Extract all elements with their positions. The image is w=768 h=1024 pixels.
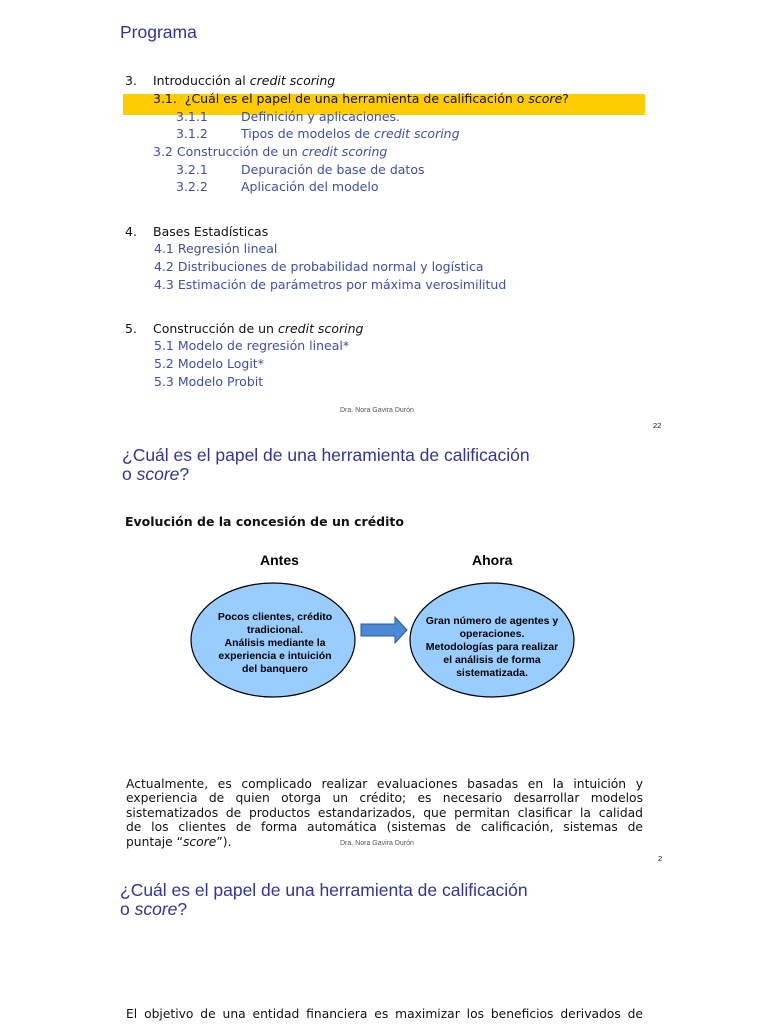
arrow-right-icon (361, 617, 407, 643)
section-number-3: 3. (125, 73, 137, 88)
item-3-1 (153, 91, 569, 106)
bubble-line: operaciones. (459, 628, 525, 640)
section-heading-5 (153, 321, 363, 336)
bubble-line: experiencia e intuición (218, 650, 332, 662)
title-suffix: ? (177, 899, 188, 919)
item-text: Construcción de un (176, 144, 302, 159)
item-3-2-2-number: 3.2.2 (176, 179, 208, 194)
section-heading-4: Bases Estadísticas (153, 224, 269, 239)
item-5-1: 5.1 Modelo de regresión lineal* (154, 338, 350, 353)
paragraph-line: de los clientes de forma automática (sistemas de calificación, sistemas de (126, 820, 643, 835)
title-suffix: ? (179, 464, 190, 484)
item-italic: credit scoring (374, 126, 460, 141)
item-italic: score (528, 91, 563, 106)
paragraph-text: puntaje “ (126, 834, 184, 849)
section-heading-3 (153, 73, 335, 88)
item-3-2-1-number: 3.2.1 (176, 162, 208, 177)
item-5-3: 5.3 Modelo Probit (154, 374, 264, 389)
slide-title-line1: ¿Cuál es el papel de una herramienta de calificación (122, 445, 530, 465)
slide-title-line2 (120, 900, 187, 919)
bubble-line: del banquero (242, 663, 308, 675)
paragraph-italic: score (183, 834, 217, 849)
item-3-2 (153, 144, 387, 159)
section-number-4: 4. (125, 224, 137, 239)
item-number: 3.2 (153, 144, 173, 159)
paragraph-suffix: ”). (216, 834, 232, 849)
title-text: o (120, 899, 135, 919)
item-3-1-2-number: 3.1.2 (176, 126, 208, 141)
explanation-paragraph (126, 777, 643, 849)
before-label: Antes (260, 552, 299, 568)
page-number: 22 (653, 421, 662, 430)
title-italic: score (136, 464, 180, 484)
title-text: o (122, 464, 137, 484)
item-4-2: 4.2 Distribuciones de probabilidad normal y logística (154, 259, 484, 274)
bubble-line: Metodologías para realizar (425, 641, 559, 653)
bubble-line: Gran número de agentes y (425, 615, 559, 627)
paragraph-line: Actualmente, es complicado realizar evaluaciones basadas en la intuición y (126, 777, 643, 791)
section-italic: credit scoring (277, 321, 364, 336)
section-text: Introducción al (153, 73, 250, 88)
slide-title-line1: ¿Cuál es el papel de una herramienta de calificación (120, 880, 528, 900)
objective-paragraph (126, 1007, 643, 1021)
item-suffix: ? (562, 91, 569, 106)
title-italic: score (134, 899, 178, 919)
section-text: Construcción de un (153, 321, 278, 336)
paragraph-line: El objetivo de una entidad financiera es maximizar los beneficios derivados de (126, 1007, 643, 1021)
after-label: Ahora (472, 552, 513, 568)
slide-title-line2 (122, 465, 189, 484)
after-bubble-text (410, 615, 574, 680)
bubble-line: tradicional. (246, 624, 303, 636)
diagram-subtitle: Evolución de la concesión de un crédito (125, 514, 404, 529)
item-text: Tipos de modelos de (241, 126, 375, 141)
item-number: 3.1. (153, 91, 177, 106)
paragraph-line: sistematizados de productos estandarizados, que permitan clasificar la calidad (126, 805, 643, 820)
bubble-line: Análisis mediante la (224, 637, 326, 649)
page-title: Programa (120, 22, 197, 42)
item-text: ¿Cuál es el papel de una herramienta de calificación o (184, 91, 529, 106)
item-3-1-1-text: Definición y aplicaciones. (241, 109, 401, 124)
before-bubble-text (195, 611, 355, 676)
bubble-line: el análisis de forma (443, 654, 541, 666)
item-5-2: 5.2 Modelo Logit* (154, 356, 264, 371)
section-italic: credit scoring (249, 73, 336, 88)
item-3-2-2-text: Aplicación del modelo (241, 179, 379, 194)
item-3-2-1-text: Depuración de base de datos (241, 162, 425, 177)
item-4-1: 4.1 Regresión lineal (154, 241, 278, 256)
item-3-1-2-text (241, 126, 460, 141)
paragraph-line: experiencia de quien otorga un crédito; es necesario desarrollar modelos (126, 791, 643, 806)
page-number: 2 (658, 854, 663, 863)
slide-footer: Dra. Nora Gavira Durón (340, 840, 414, 847)
bubble-line: Pocos clientes, crédito (217, 611, 333, 623)
item-italic: credit scoring (301, 144, 388, 159)
item-4-3: 4.3 Estimación de parámetros por máxima verosimilitud (154, 277, 507, 292)
section-number-5: 5. (125, 321, 137, 336)
item-3-1-1-number: 3.1.1 (176, 109, 208, 124)
bubble-line: sistematizada. (456, 667, 528, 679)
slide-footer: Dra. Nora Gavira Durón (340, 407, 414, 414)
